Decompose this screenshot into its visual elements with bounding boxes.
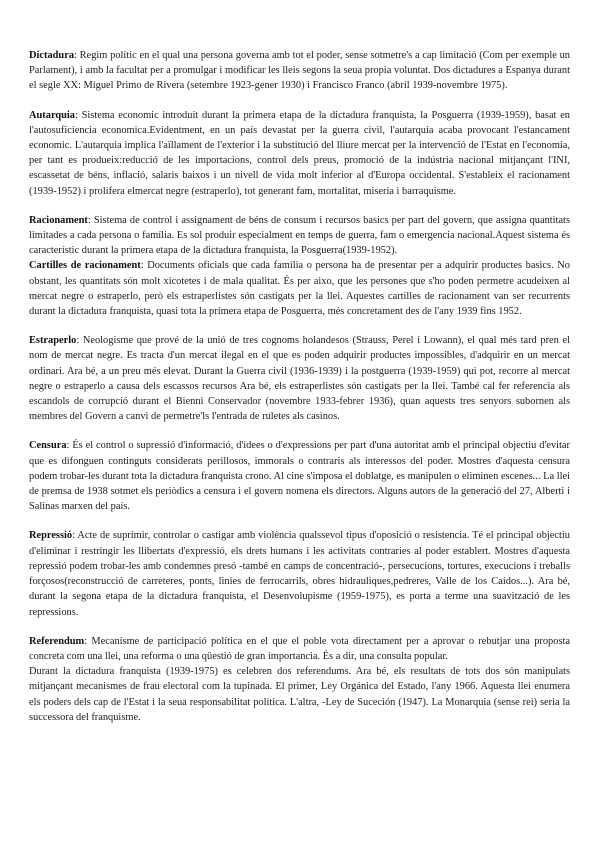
term-dictadura: Dictadura — [29, 50, 75, 61]
definition-cartilles-de-racionament: : Documents oficials que cada família o persona ha de presentar per a adquirir productes basics. No obstant, les quantitats són molt xicotetes i de mala qualitat. És per aixo, que les persones que s'ho poden permetre acudeixen al mercat negre o estraperlo, però els estraperlistes són castigats per la llei. Aquestes cartilles de racionament van ser recurrents durant la dictadura franquista, quasi tota la primera etapa de Posguerra, més concretament des de l'any 1939 fins 1952. — [29, 260, 570, 318]
definition-repressio: : Acte de suprimir, controlar o castigar amb violència qualssevol tipus d'oposició o resistencia. Té el principal objectiu d'eliminar i restringir les llibertats d'expressió, els drets humans i les activitats contraries al poder establert. Mostres d'aquesta repressió podem trobar-les amb condemnes presó -també en camps de concentració-, persecucions, tortures, execucions i treballs forçosos(reconstrucció de carreteres, ponts, linies de ferrocarrils, obres hidrauliques,pedreres, Valle de los Caídos...). Ara bé, durant la segona etapa de la dictadura franquista, el Desenvolupisme (1959-1975), es porta a terme una suavització de les repressions. — [29, 530, 570, 618]
entry-autarquia — [29, 108, 570, 199]
definition-racionament: : Sistema de control i assignament de béns de consum i recursos basics per part del govern, que assigna quantitats limitades a cada persona o família. Es sol produir especialment en temps de guerra, fam o emergencia nacional.Aquest sistema és característic durant la primera etapa de la dictadura franquista, la Posguerra(1939-1952). — [29, 214, 570, 257]
term-censura: Censura — [29, 440, 67, 452]
referendum-detail-paragraph: Durant la dictadura franquista (1939-1975) es celebren dos referendums. Ara bé, els resultats de tots dos són manipulats mitjançant mecanismes de frau electoral com la tupinada. El primer, Ley Orgánica del Estado, l'any 1966. Aquesta llei enumera els poders dels cap de l'Estat i la seua responsabilitat política. L'altra, -Ley de Suceción (1947). La Monarquia (sense rei) seria la successora del franquisme. — [29, 666, 570, 723]
entry-censura — [29, 438, 570, 514]
definition-dictadura: : Regim polític en el qual una persona governa amb tot el poder, sense sotmetre's a cap limitació (Com per exemple un Parlament), i amb la facultat per a promulgar i modificar les lleis segons la seua propia voluntat. Dos dictadures a Espanya durant el segle XX: Miguel Primo de Rivera (setembre 1923-gener 1930) i Francisco Franco (abril 1939-novembre 1975). — [29, 50, 570, 92]
entry-racionament — [29, 213, 570, 259]
term-referendum: Referendum — [29, 635, 85, 647]
referendum-definition-paragraph — [29, 634, 570, 664]
term-autarquia: Autarquia — [29, 109, 76, 121]
document-page — [29, 48, 570, 725]
entry-cartilles-de-racionament — [29, 258, 570, 319]
definition-estraperlo: : Neologisme que prové de la unió de tres cognoms holandesos (Strauss, Perel i Lowann), el qual més tard pren el nom de mercat negre. Es tracta d'un mercat ilegal en el que es poden adquirir productes impossibles, d'adquirir en un mercat ordinari. Ara bé, a un preu més elevat. Durant la Guerra civil (1936-1939) i la postguerra (1939-1959) qui pot, recorre al mercat negre o estraperlo a causa dels escassos recursos Ara bé, els estraperlistes són castigats per la llei. També cal fer referencia als escandols de corrupció durant el Bienni Conservador (novembre 1933-febrer 1936), quan aquests tres senyors subornen als membres del Govern a canvi de permetre'ls l'entrada de ruletes als casinos. — [29, 335, 570, 423]
entry-repressio — [29, 528, 570, 619]
entry-dictadura — [29, 48, 570, 94]
term-racionament: Racionament — [29, 214, 88, 226]
entry-estraperlo — [29, 333, 570, 424]
definition-referendum: : Mecanisme de participació política en el que el poble vota directament per a aprovar o rebutjar una proposta concreta com una llei, una reforma o una qüestió de gran importancia. És a dir, una consulta popular. — [29, 635, 570, 662]
entry-referendum — [29, 634, 570, 725]
term-estraperlo: Estraperlo — [29, 335, 77, 347]
term-repressio: Repressió — [29, 530, 73, 542]
term-cartilles-de-racionament: Cartilles de racionament — [29, 260, 141, 272]
definition-censura: : És el control o supressió d'informació, d'idees o d'expressions per part d'una autoritat amb el principal objectiu d'evitar que es difonguen continguts considerats perillosos, immorals o contraris als interessos del poder. Mostres d'aquesta censura podem trobar-les durant tota la dictadura franquista crono. Al cine s'imposa el doblatge, es manipulen o eliminen escenes... La llei de premsa de 1938 sotmet els periòdics a censura i el govern nomena els directors. Alguns autors de la generació del 27, Alberti i Salinas marxen del país. — [29, 440, 570, 513]
definition-autarquia: : Sistema economic introduit durant la primera etapa de la dictadura franquista, la Posguerra (1939-1959), basat en l'autosuficiencia economica.Evidentment, en un país devastat per la guerra civil, l'autarquia acaba provocant l'estancament economic. L'autarquia implica l'aïllament de l'exterior i la substitució del lliure mercat per la intervenció de l'Estat en l'economia, per tant es produeix:reducció de les importacions, control dels preus, promoció de la indústria nacional mitjançant l'INI, escassetat de béns, inflació, salaris baixos i un nivell de vida molt inferior al d'Europa occidental. S'estableix el racionament (1939-1952) i prolifera elmercat negre (estraperlo), tot generant fam, mortalitat, miseria i barraquisme. — [29, 109, 570, 197]
